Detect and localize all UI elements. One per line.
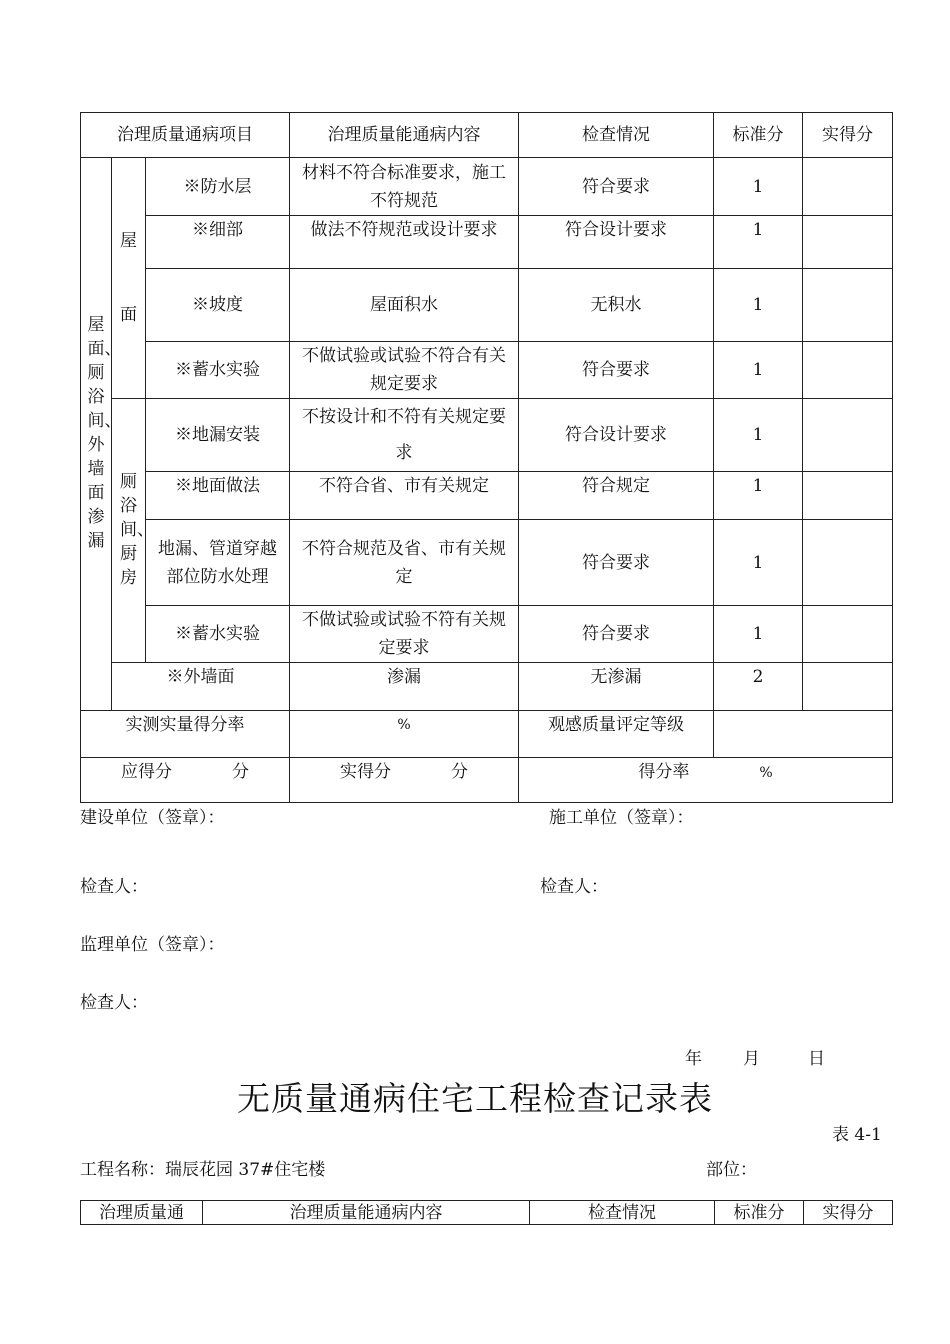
row-content: 材料不符合标准要求，施工不符规范 xyxy=(290,158,519,216)
row-content: 不符合规范及省、市有关规定 xyxy=(290,520,519,606)
header-content: 治理质量能通病内容 xyxy=(203,1201,530,1225)
header-check: 检查情况 xyxy=(519,113,714,158)
row-item: ※防水层 xyxy=(146,158,290,216)
inspection-table xyxy=(80,112,893,803)
row-standard: 1 xyxy=(714,472,803,520)
row-standard: 1 xyxy=(714,399,803,472)
sub-roof-cell xyxy=(112,158,146,399)
row-standard: 1 xyxy=(714,520,803,606)
inspector-bottom: 检查人： xyxy=(80,993,148,1013)
header-standard: 标准分 xyxy=(714,113,803,158)
table-row xyxy=(81,606,893,663)
score-rate-cell xyxy=(519,758,893,803)
header-standard: 标准分 xyxy=(715,1201,804,1225)
table-header-row xyxy=(81,1201,893,1225)
row-actual xyxy=(803,399,893,472)
got-unit: 分 xyxy=(451,762,469,782)
builder-sign: 建设单位（签章）： xyxy=(80,808,225,828)
header-item: 治理质量通病项目 xyxy=(81,113,290,158)
table-row xyxy=(81,216,893,269)
header-actual: 实得分 xyxy=(804,1201,893,1225)
sub-bath-cell xyxy=(112,399,154,663)
table-row xyxy=(81,269,893,342)
inspector-right: 检查人： xyxy=(540,877,608,897)
row-standard: 1 xyxy=(714,606,803,663)
row-standard: 1 xyxy=(714,342,803,399)
header-actual: 实得分 xyxy=(803,113,893,158)
row-actual xyxy=(803,342,893,399)
row-content: 不做试验或试验不符有关规定要求 xyxy=(290,606,519,663)
table-row xyxy=(81,472,893,520)
row-check: 符合设计要求 xyxy=(519,399,714,472)
row-standard: 2 xyxy=(714,663,803,711)
row-item: ※蓄水实验 xyxy=(146,342,290,399)
score-rate-label: 得分率 xyxy=(638,762,690,782)
table-row xyxy=(81,158,893,216)
row-content: 做法不符规范或设计要求 xyxy=(290,216,519,269)
rate-value: % xyxy=(290,711,519,758)
table-row xyxy=(81,520,893,606)
row-actual xyxy=(803,216,893,269)
row-item: ※外墙面 xyxy=(112,663,290,711)
row-content: 屋面积水 xyxy=(290,269,519,342)
grade-label: 观感质量评定等级 xyxy=(519,711,714,758)
table-row xyxy=(81,399,893,472)
row-item: 地漏、管道穿越部位防水处理 xyxy=(146,520,290,606)
table-number: 表 4-1 xyxy=(832,1125,882,1145)
row-check: 无积水 xyxy=(519,269,714,342)
row-actual xyxy=(803,158,893,216)
score-rate-unit: % xyxy=(759,765,773,781)
row-item: ※蓄水实验 xyxy=(146,606,290,663)
date-day: 日 xyxy=(808,1049,825,1069)
row-actual xyxy=(803,520,893,606)
row-check: 符合要求 xyxy=(519,520,714,606)
row-check: 无渗漏 xyxy=(519,663,714,711)
summary-row-rate xyxy=(81,711,893,758)
row-item: ※坡度 xyxy=(146,269,290,342)
got-score-cell xyxy=(290,758,519,803)
contractor-sign: 施工单位（签章）： xyxy=(549,808,694,828)
supervisor-sign: 监理单位（签章）： xyxy=(80,935,225,955)
sub-bath-label: 厕浴间、厨房 xyxy=(120,471,154,588)
page-title: 无质量通病住宅工程检查记录表 xyxy=(237,1079,713,1118)
table-header-row xyxy=(81,113,893,158)
grade-value xyxy=(714,711,893,758)
row-actual xyxy=(803,606,893,663)
table-row xyxy=(81,663,893,711)
summary-row-score xyxy=(81,758,893,803)
header-check: 检查情况 xyxy=(530,1201,715,1225)
row-item: ※地面做法 xyxy=(146,472,290,520)
row-item: ※细部 xyxy=(146,216,290,269)
due-label: 应得分 xyxy=(121,762,173,782)
row-check: 符合规定 xyxy=(519,472,714,520)
second-table-header xyxy=(80,1200,893,1225)
sub-roof-label: 屋面 xyxy=(120,231,137,325)
got-label: 实得分 xyxy=(340,762,392,782)
row-standard: 1 xyxy=(714,269,803,342)
row-check: 符合设计要求 xyxy=(519,216,714,269)
header-item: 治理质量通 xyxy=(81,1201,203,1225)
row-actual xyxy=(803,269,893,342)
table-row xyxy=(81,342,893,399)
row-standard: 1 xyxy=(714,158,803,216)
due-score-cell xyxy=(81,758,290,803)
row-content: 不按设计和不符有关规定要求 xyxy=(290,399,519,472)
row-actual xyxy=(803,472,893,520)
row-standard: 1 xyxy=(714,216,803,269)
project-name: 工程名称：瑞辰花园 37#住宅楼 xyxy=(80,1160,326,1180)
row-check: 符合要求 xyxy=(519,158,714,216)
row-check: 符合要求 xyxy=(519,342,714,399)
date-month: 月 xyxy=(743,1049,760,1069)
row-check: 符合要求 xyxy=(519,606,714,663)
row-content: 不符合省、市有关规定 xyxy=(290,472,519,520)
group-label-cell xyxy=(81,158,122,711)
row-content: 不做试验或试验不符合有关规定要求 xyxy=(290,342,519,399)
rate-label: 实测实量得分率 xyxy=(81,711,290,758)
due-unit: 分 xyxy=(232,762,250,782)
group-label: 屋面、厕浴间、外墙面渗漏 xyxy=(87,315,122,551)
row-actual xyxy=(803,663,893,711)
row-item: ※地漏安装 xyxy=(146,399,290,472)
date-year: 年 xyxy=(685,1049,702,1069)
header-content: 治理质量能通病内容 xyxy=(290,113,519,158)
part-label: 部位： xyxy=(706,1160,757,1180)
inspector-left: 检查人： xyxy=(80,877,148,897)
row-content: 渗漏 xyxy=(290,663,519,711)
